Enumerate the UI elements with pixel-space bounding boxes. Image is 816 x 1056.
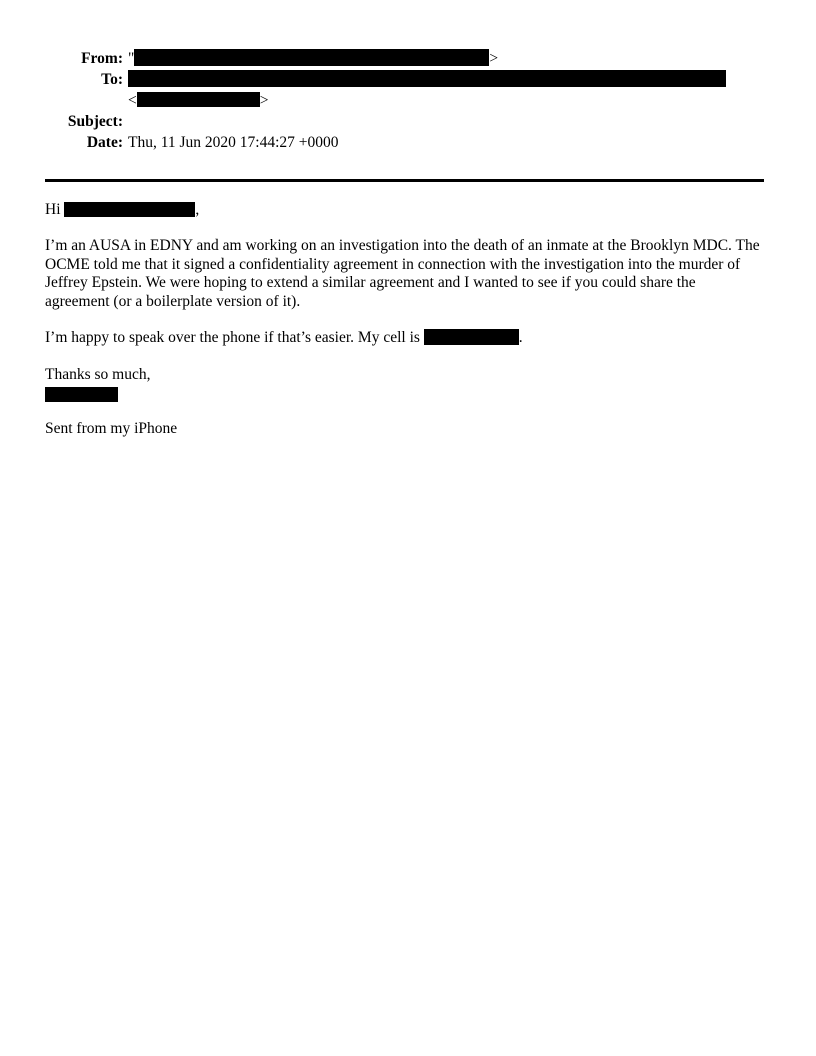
paragraph-investigation: I’m an AUSA in EDNY and am working on an investigation into the death of an inmate at the Brooklyn MDC. The OCME told me that it signed a confidentiality agreement in connection with the investigation into the murder of Jeffrey Epstein. We were hoping to extend a similar agreement and I wanted to see if you could share the agreement (or a boilerplate version of it).: [45, 237, 760, 310]
greeting-comma: ,: [195, 200, 200, 218]
header-row-subject: [45, 111, 764, 132]
closing-text: Thanks so much,: [45, 365, 151, 383]
header-row-to-continued: [45, 90, 764, 111]
date-value: Thu, 11 Jun 2020 17:44:27 +0000: [128, 134, 339, 151]
phone-offer-text: I’m happy to speak over the phone if that’s easier. My cell is: [45, 329, 424, 346]
from-close-bracket: >: [489, 50, 499, 67]
closing-block: [45, 366, 764, 403]
from-value: [128, 48, 498, 69]
to-email-value: [128, 90, 269, 111]
sender-name-redaction-bar: [45, 387, 118, 402]
email-header: [45, 48, 764, 153]
to-redaction-bar: [128, 70, 726, 87]
subject-label: Subject:: [67, 113, 123, 130]
greeting-text: Hi: [45, 200, 65, 218]
email-body: [45, 201, 764, 439]
header-row-from: [45, 48, 764, 69]
cell-number-redaction-bar: [424, 329, 519, 345]
greeting-line: [45, 201, 764, 220]
header-row-date: [45, 132, 764, 153]
date-label: Date:: [86, 134, 123, 151]
header-row-to: [45, 69, 764, 90]
from-redaction-bar: [134, 49, 489, 66]
recipient-name-redaction-bar: [64, 202, 195, 217]
to-value: [128, 69, 726, 90]
sent-from-iphone-note: Sent from my iPhone: [45, 420, 178, 437]
to-label: To:: [101, 71, 123, 88]
header-divider-rule: [45, 179, 764, 182]
from-label: From:: [81, 50, 123, 67]
phone-line-period: .: [518, 329, 523, 346]
to-email-open-bracket: <: [128, 92, 137, 109]
paragraph-phone: [45, 329, 764, 348]
from-open-quote: ": [128, 50, 135, 67]
to-email-redaction-bar: [137, 92, 260, 107]
to-email-close-bracket: >: [259, 92, 269, 109]
